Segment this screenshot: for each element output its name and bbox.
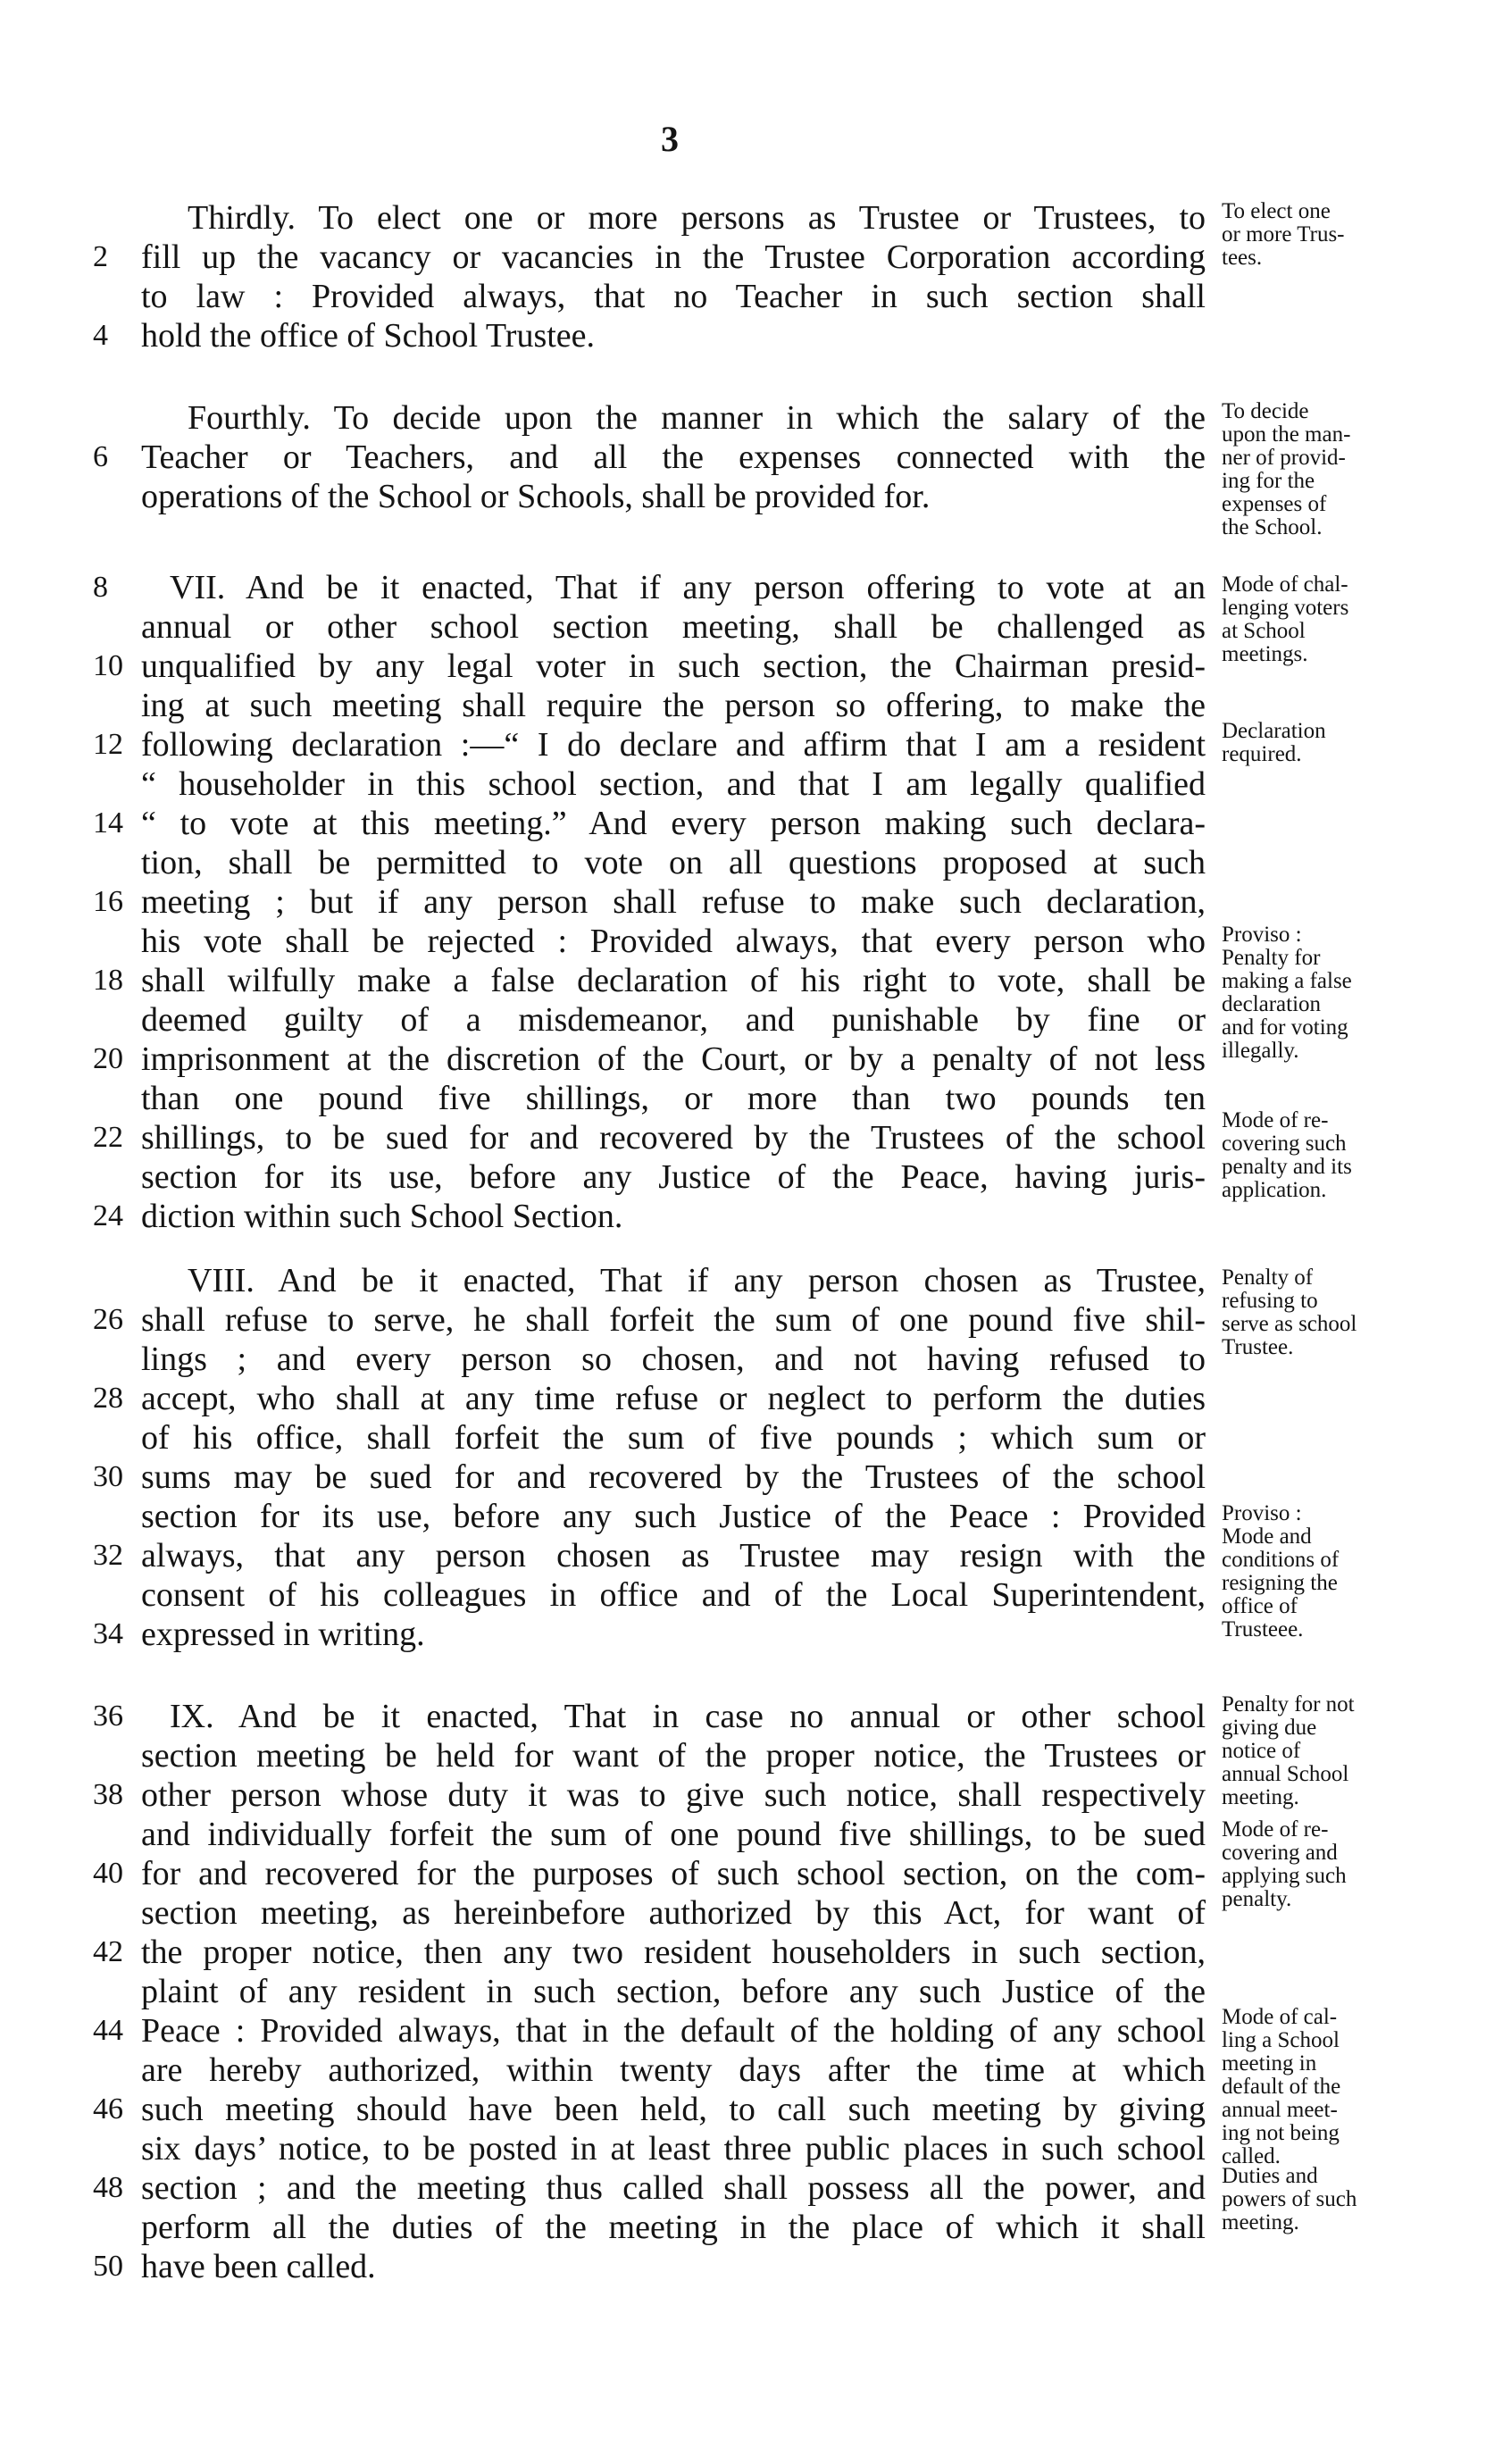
section-2 [93,398,1206,516]
text-line [93,1536,1206,1575]
margin-note-line: penalty and its [1222,1155,1352,1179]
line-text: and individually forfeit the sum of one pound five shillings, to be sued [141,1816,1206,1853]
text-line [98,1575,1206,1615]
line-text: unqualified by any legal voter in such section, the Chairman presid- [141,647,1206,685]
margin-note-line: Proviso : [1222,1501,1302,1525]
line-text: section for its use, before any such Justice of the Peace : Provided [141,1498,1206,1535]
text-line [98,1340,1206,1379]
line-text: sums may be sued for and recovered by the Trustees of the school [141,1458,1206,1496]
margin-note-line: meeting in [1222,2051,1317,2076]
text-line [98,2129,1206,2168]
text-line [98,1157,1206,1197]
text-line [93,1933,1206,1972]
margin-note [1222,1693,1427,1809]
line-text: tion, shall be permitted to vote on all questions proposed at such [141,844,1206,881]
line-text: shillings, to be sued for and recovered by the Trustees of the school [141,1119,1206,1157]
line-number: 36 [93,1700,123,1733]
text-line [98,398,1206,438]
line-text: shall wilfully make a false declaration of his right to vote, shall be [141,962,1206,999]
margin-note-line: Declaration [1222,719,1326,743]
margin-note-line: covering such [1222,1132,1347,1156]
margin-note [1222,1502,1427,1641]
text-line [98,1972,1206,2011]
margin-note [1222,2006,1427,2168]
line-text: deemed guilty of a misdemeanor, and punishable by fine or [141,1001,1206,1039]
line-text: plaint of any resident in such section, before any such Justice of the [141,1973,1206,2010]
margin-note-line: meetings. [1222,642,1308,666]
margin-note-line: annual meet- [1222,2098,1338,2122]
text-line [98,1815,1206,1854]
margin-note [1222,720,1427,766]
line-number: 12 [93,728,123,761]
line-text: VII. And be it enacted, That if any person offering to vote at an [170,569,1206,606]
margin-note-line: ner of provid- [1222,446,1346,470]
line-number: 28 [93,1382,123,1415]
margin-note-line: at School [1222,619,1306,643]
margin-note-line: Mode and [1222,1524,1312,1549]
text-line [93,1040,1206,1079]
line-number: 44 [93,2014,123,2047]
text-line [93,804,1206,843]
line-number: 48 [93,2171,123,2204]
margin-note-line: default of the [1222,2075,1341,2099]
margin-note [1222,573,1427,666]
line-text: Teacher or Teachers, and all the expenses connected with the [141,439,1206,476]
text-line [93,1458,1206,1497]
margin-note-line: To elect one [1222,199,1331,223]
margin-note-line: penalty. [1222,1887,1292,1911]
line-text: VIII. And be it enacted, That if any person chosen as Trustee, [188,1262,1206,1299]
margin-note-line: conditions of [1222,1548,1340,1572]
line-text: expressed in writing. [141,1616,425,1653]
line-number: 16 [93,885,123,918]
text-line [93,2247,1206,2286]
line-text: such meeting should have been held, to call such meeting by giving [141,2091,1206,2128]
margin-note [1222,200,1427,270]
margin-note-line: Mode of cal- [1222,2005,1338,2029]
margin-note-line: To decide [1222,399,1309,423]
margin-note-line: office of [1222,1594,1298,1618]
text-line [93,316,1206,355]
line-text: lings ; and every person so chosen, and not having refused to [141,1341,1206,1378]
margin-note-line: the School. [1222,515,1323,539]
line-number: 46 [93,2092,123,2126]
text-line [98,277,1206,316]
line-text: operations of the School or Schools, shall be provided for. [141,478,931,515]
line-text: his vote shall be rejected : Provided always, that every person who [141,923,1206,960]
text-line [98,198,1206,238]
line-text: annual or other school section meeting, shall be challenged as [141,608,1206,646]
text-line [98,477,1206,516]
margin-note-line: lenging voters [1222,596,1349,620]
text-line [98,1893,1206,1933]
margin-note-line: Duties and [1222,2164,1318,2188]
margin-note-line: illegally. [1222,1039,1299,1063]
line-number: 2 [93,240,108,273]
text-line [93,2011,1206,2051]
text-line [93,238,1206,277]
line-text: diction within such School Section. [141,1198,623,1235]
line-text: fill up the vacancy or vacancies in the Trustee Corporation according [141,238,1206,276]
margin-note-line: making a false [1222,969,1352,993]
page-number: 3 [661,119,679,159]
margin-note-line: applying such [1222,1864,1347,1888]
line-number: 18 [93,964,123,997]
line-text: consent of his colleagues in office and of the Local Superintendent, [141,1576,1206,1614]
text-line [98,1736,1206,1775]
line-number: 40 [93,1857,123,1890]
line-text: Fourthly. To decide upon the manner in which the salary of the [188,399,1206,437]
text-line [98,1000,1206,1040]
margin-note-line: annual School [1222,1762,1349,1786]
margin-note-line: required. [1222,742,1302,766]
line-text: section for its use, before any Justice of the Peace, having juris- [141,1158,1206,1196]
margin-note-line: tees. [1222,246,1263,270]
line-number: 8 [93,571,108,604]
section-5 [93,1697,1206,2286]
text-line [98,922,1206,961]
margin-note-line: covering and [1222,1841,1338,1865]
margin-note-line: resigning the [1222,1571,1338,1595]
line-text: ing at such meeting shall require the person so offering, to make the [141,687,1206,724]
text-line [98,1261,1206,1300]
line-number: 6 [93,440,108,473]
text-line [93,2090,1206,2129]
text-line [93,647,1206,686]
line-text: other person whose duty it was to give such notice, shall respectively [141,1776,1206,1814]
margin-note-line: or more Trus- [1222,222,1345,246]
text-line [93,1697,1206,1736]
text-line [98,1497,1206,1536]
section-1 [93,198,1206,355]
line-number: 50 [93,2250,123,2283]
text-line [93,1854,1206,1893]
margin-note-line: ling a School [1222,2028,1340,2052]
margin-note [1222,400,1427,539]
line-text: Thirdly. To elect one or more persons as Trustee or Trustees, to [188,199,1206,237]
line-text: shall refuse to serve, he shall forfeit the sum of one pound five shil- [141,1301,1206,1339]
text-line [98,1418,1206,1458]
text-line [98,607,1206,647]
line-text: of his office, shall forfeit the sum of five pounds ; which sum or [141,1419,1206,1457]
text-line [98,2208,1206,2247]
margin-note-line: ing not being [1222,2121,1340,2145]
text-line [93,438,1206,477]
margin-note [1222,1818,1427,1911]
margin-note [1222,1109,1427,1202]
line-number: 4 [93,319,108,352]
line-number: 20 [93,1042,123,1075]
margin-note-line: refusing to [1222,1289,1318,1313]
text-line [93,1118,1206,1157]
margin-note-line: application. [1222,1178,1327,1202]
line-text: meeting ; but if any person shall refuse to make such declaration, [141,883,1206,921]
line-text: Peace : Provided always, that in the default of the holding of any school [141,2012,1206,2050]
margin-note-line: Penalty of [1222,1265,1314,1290]
text-line [93,1615,1206,1654]
margin-note-line: Proviso : [1222,923,1302,947]
margin-note-line: Penalty for [1222,946,1321,970]
text-line [93,1379,1206,1418]
margin-note-line: notice of [1222,1739,1301,1763]
margin-note-line: upon the man- [1222,422,1351,447]
text-line [93,568,1206,607]
line-number: 42 [93,1935,123,1968]
text-line [93,725,1206,764]
margin-note-line: Penalty for not [1222,1692,1355,1716]
line-text: imprisonment at the discretion of the Court, or by a penalty of not less [141,1040,1206,1078]
text-line [98,686,1206,725]
line-text: are hereby authorized, within twenty days after the time at which [141,2051,1206,2089]
line-text: always, that any person chosen as Trustee may resign with the [141,1537,1206,1574]
line-text: the proper notice, then any two resident householders in such section, [141,1934,1206,1971]
margin-note-line: and for voting [1222,1015,1348,1040]
margin-note-line: Trustee. [1222,1335,1294,1359]
line-text: six days’ notice, to be posted in at least three public places in such school [141,2130,1206,2167]
line-text: section ; and the meeting thus called shall possess all the power, and [141,2169,1206,2207]
text-line [93,1300,1206,1340]
text-line [98,843,1206,882]
margin-note-line: giving due [1222,1716,1317,1740]
line-text: have been called. [141,2248,376,2285]
text-line [98,764,1206,804]
margin-note-line: meeting. [1222,1785,1299,1809]
margin-note-line: Mode of re- [1222,1817,1329,1842]
margin-note-line: expenses of [1222,492,1327,516]
line-text: than one pound five shillings, or more than two pounds ten [141,1080,1206,1117]
margin-note-line: powers of such [1222,2187,1357,2211]
margin-note-line: called. [1222,2144,1281,2168]
line-text: IX. And be it enacted, That in case no annual or other school [170,1698,1206,1735]
text-line [93,1775,1206,1815]
line-text: hold the office of School Trustee. [141,317,596,355]
margin-note-line: Trusteee. [1222,1617,1304,1641]
line-text: “ to vote at this meeting.” And every person making such declara- [141,805,1206,842]
margin-note-line: declaration [1222,992,1322,1016]
line-number: 32 [93,1539,123,1572]
text-line [93,882,1206,922]
text-line [98,1079,1206,1118]
line-text: for and recovered for the purposes of such school section, on the com- [141,1855,1206,1892]
margin-note-line: Mode of re- [1222,1108,1329,1132]
margin-note-line: ing for the [1222,469,1315,493]
line-text: section meeting, as hereinbefore authorized by this Act, for want of [141,1894,1206,1932]
line-text: perform all the duties of the meeting in the place of which it shall [141,2209,1206,2246]
line-text: section meeting be held for want of the proper notice, the Trustees or [141,1737,1206,1775]
line-text: accept, who shall at any time refuse or neglect to perform the duties [141,1380,1206,1417]
line-number: 30 [93,1460,123,1493]
text-line [93,2168,1206,2208]
line-number: 10 [93,649,123,682]
margin-note [1222,1266,1427,1359]
line-number: 14 [93,806,123,839]
section-4 [93,1261,1206,1654]
line-text: following declaration :—“ I do declare and affirm that I am a resident [141,726,1206,764]
text-line [93,1197,1206,1236]
margin-note [1222,923,1427,1063]
line-number: 34 [93,1617,123,1650]
line-text: “ householder in this school section, and that I am legally qualified [141,765,1206,803]
line-text: to law : Provided always, that no Teacher in such section shall [141,278,1206,315]
margin-note-line: Mode of chal- [1222,572,1348,597]
line-number: 24 [93,1199,123,1232]
line-number: 38 [93,1778,123,1811]
section-3 [93,568,1206,1236]
line-number: 22 [93,1121,123,1154]
text-line [98,2051,1206,2090]
text-line [93,961,1206,1000]
line-number: 26 [93,1303,123,1336]
margin-note-line: meeting. [1222,2210,1299,2234]
margin-note-line: serve as school [1222,1312,1357,1336]
margin-note [1222,2165,1427,2234]
